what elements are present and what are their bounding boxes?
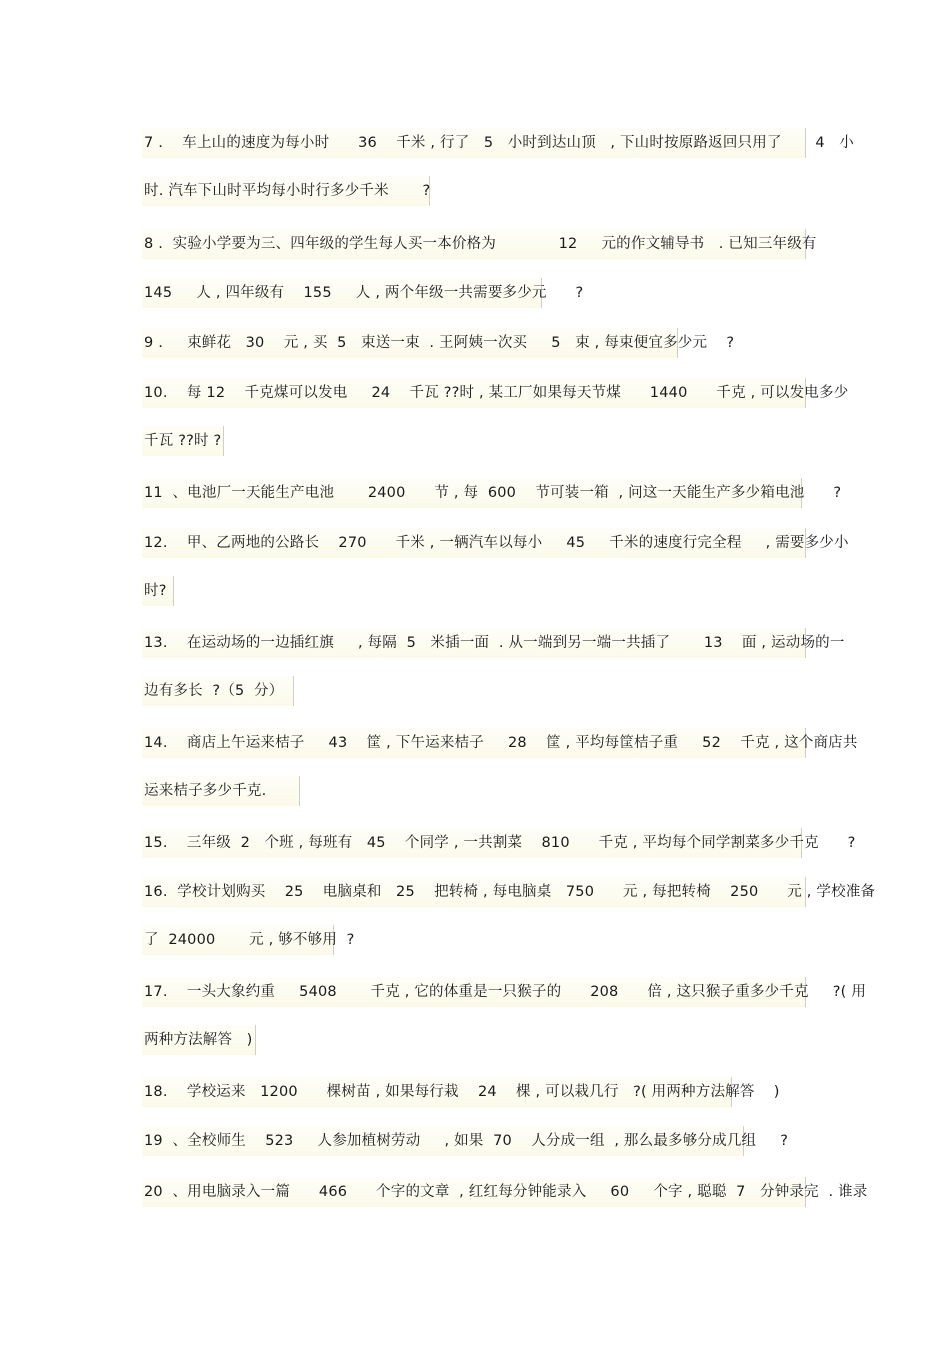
problem-13-line-2: 边有多长 ?（5 分）: [142, 676, 294, 706]
problem-8-line-2: 145 人 , 四年级有 155 人 , 两个年级一共需要多少元 ?: [142, 278, 542, 308]
problem-19-line-1: 19 、全校师生 523 人参加植树劳动 , 如果 70 人分成一组 , 那么最多够分成几组 ?: [142, 1126, 744, 1156]
problem-17-line-1: 17. 一头大象约重 5408 千克 , 它的体重是一只猴子的 208 倍 , 这只猴子重多少千克 ?( 用: [142, 977, 806, 1007]
problem-9-line-1: 9 . 束鲜花 30 元 , 买 5 束送一束 . 王阿姨一次买 5 束 , 每束便宜多少元 ?: [142, 328, 678, 358]
problem-12-line-1: 12. 甲、乙两地的公路长 270 千米 , 一辆汽车以每小 45 千米的速度行完全程 , 需要多少小: [142, 528, 806, 558]
problem-8-line-1: 8 . 实验小学要为三、四年级的学生每人买一本价格为 12 元的作文辅导书 . 已知三年级有: [142, 229, 806, 259]
problem-20-line-1: 20 、用电脑录入一篇 466 个字的文章 , 红红每分钟能录入 60 个字 , 聪聪 7 分钟录完 . 谁录: [142, 1177, 806, 1207]
problem-11-line-1: 11 、电池厂一天能生产电池 2400 节 , 每 600 节可装一箱 , 问这一天能生产多少箱电池 ?: [142, 478, 802, 508]
problem-17-line-2: 两种方法解答 ): [142, 1025, 256, 1055]
problem-15-line-1: 15. 三年级 2 个班 , 每班有 45 个同学 , 一共割菜 810 千克 , 平均每个同学割菜多少千克 ?: [142, 828, 802, 858]
problem-7-line-1: 7 . 车上山的速度为每小时 36 千米 , 行了 5 小时到达山顶 , 下山时按原路返回只用了 4 小: [142, 128, 806, 158]
problem-10-line-2: 千瓦 ??时 ?: [142, 426, 224, 456]
problem-18-line-1: 18. 学校运来 1200 棵树苗 , 如果每行栽 24 棵 , 可以栽几行 ?( 用两种方法解答 ): [142, 1077, 732, 1107]
problem-16-line-2: 了 24000 元 , 够不够用 ?: [142, 925, 334, 955]
problem-10-line-1: 10. 每 12 千克煤可以发电 24 千瓦 ??时 , 某工厂如果每天节煤 1440 千克 , 可以发电多少: [142, 378, 806, 408]
problem-14-line-1: 14. 商店上午运来桔子 43 筐 , 下午运来桔子 28 筐 , 平均每筐桔子重 52 千克 , 这个商店共: [142, 728, 806, 758]
problem-14-line-2: 运来桔子多少千克.: [142, 776, 300, 806]
problem-7-line-2: 时. 汽车下山时平均每小时行多少千米 ?: [142, 176, 430, 206]
problem-12-line-2: 时?: [142, 576, 174, 606]
problem-16-line-1: 16. 学校计划购买 25 电脑桌和 25 把转椅 , 每电脑桌 750 元 , 每把转椅 250 元 , 学校准备: [142, 877, 806, 907]
problem-13-line-1: 13. 在运动场的一边插红旗 , 每隔 5 米插一面 . 从一端到另一端一共插了 13 面 , 运动场的一: [142, 628, 806, 658]
